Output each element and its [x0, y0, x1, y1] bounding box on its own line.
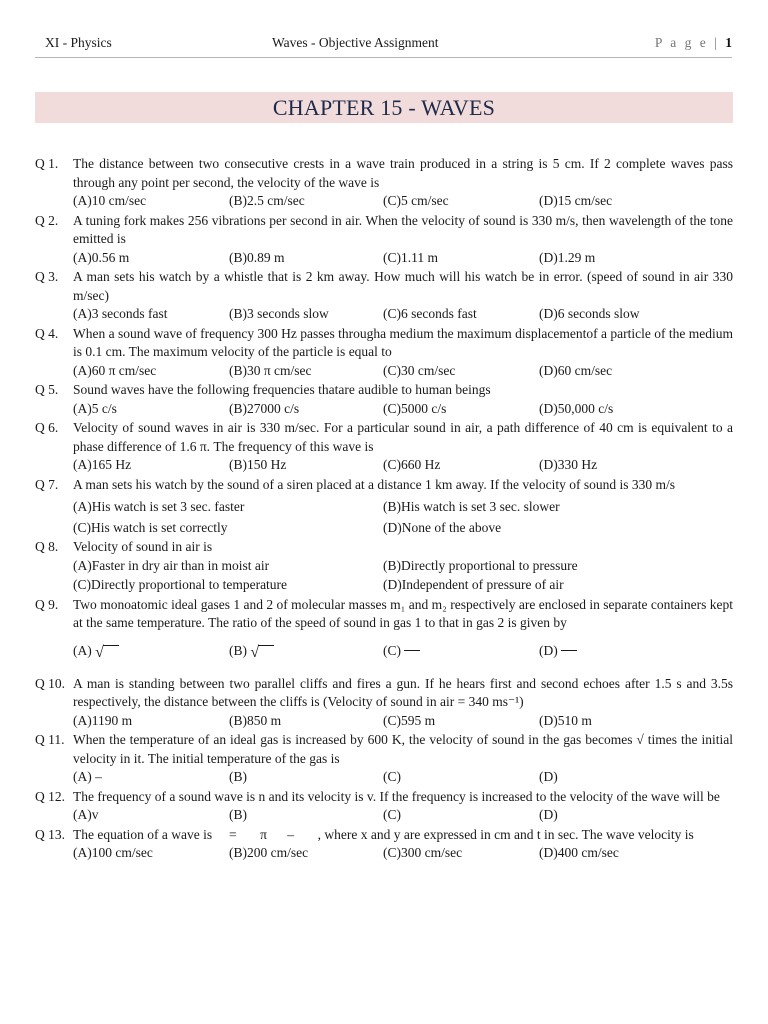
question-4 [35, 325, 733, 381]
option-a: (A)10 cm/sec [73, 193, 147, 208]
option-b: (B) √ [229, 639, 274, 665]
question-number: Q 13. [35, 826, 65, 842]
question-number: Q 8. [35, 539, 59, 554]
option-a: (A)1190 m [73, 712, 133, 728]
question-text: When the temperature of an ideal gas is increased by 600 K, the velocity of sound in the gas becomes √ times the initial velocity in it. The initial temperature of the gas is [73, 732, 733, 766]
question-7 [35, 476, 733, 538]
question-number: Q 2. [35, 212, 59, 228]
question-10 [35, 675, 733, 731]
option-a: (A) √ [73, 639, 119, 665]
option-d: (D)None of the above [383, 519, 502, 535]
chapter-title: CHAPTER 15 - WAVES [35, 92, 733, 123]
option-d: (D)330 Hz [539, 457, 598, 472]
option-c: (C)Directly proportional to temperature [73, 577, 288, 592]
question-number: Q 3. [35, 269, 59, 284]
question-1 [35, 155, 733, 211]
option-c: (C) [383, 807, 401, 822]
option-a: (A)Faster in dry air than in moist air [73, 557, 270, 573]
question-8 [35, 538, 733, 595]
question-text: Sound waves have the following frequencies thatare audible to human beings [73, 382, 491, 397]
option-a: (A)3 seconds fast [73, 306, 168, 321]
question-12 [35, 788, 733, 825]
option-b: (B)30 π cm/sec [229, 362, 312, 378]
fraction-bar [404, 650, 420, 651]
option-c: (C)1.11 m [383, 249, 438, 265]
option-a: (A)60 π cm/sec [73, 362, 157, 378]
option-d: (D) [539, 639, 577, 663]
option-a: (A) – [73, 769, 102, 784]
option-c: (C)660 Hz [383, 457, 441, 472]
option-c: (C)300 cm/sec [383, 845, 463, 860]
option-row [73, 844, 733, 863]
option-b: (B)0.89 m [229, 249, 285, 265]
question-text: The distance between two consecutive crests in a wave train produced in a string is 5 cm. If 2 complete waves pass through any point per second, the velocity of the wave is [73, 156, 733, 190]
question-list [35, 155, 733, 864]
question-number: Q 6. [35, 420, 59, 435]
sqrt-symbol: √ [95, 643, 104, 661]
question-text: A man sets his watch by the sound of a siren placed at a distance 1 km away. If the velocity of sound is 330 m/s [73, 476, 675, 492]
option-row [73, 249, 733, 268]
option-row [73, 806, 733, 825]
option-a: (A)165 Hz [73, 457, 132, 472]
option-c: (C) [383, 769, 401, 784]
question-9 [35, 596, 733, 663]
option-b: (B)27000 c/s [229, 400, 300, 416]
option-d: (D)510 m [539, 712, 592, 728]
option-d: (D)60 cm/sec [539, 362, 613, 378]
question-text: The frequency of a sound wave is n and its velocity is v. If the frequency is increased to the velocity of the wave will be [73, 788, 720, 804]
option-b: (B)Directly proportional to pressure [383, 557, 578, 573]
option-row [73, 639, 733, 663]
option-row [73, 192, 733, 211]
option-row [73, 576, 733, 595]
question-text: The equation of a wave is = π – , where x and y are expressed in cm and t in sec. The wave velocity is [73, 826, 694, 842]
option-b: (B)150 Hz [229, 457, 287, 472]
question-text: A tuning fork makes 256 vibrations per second in air. When the velocity of sound is 330 m/s, then wavelength of the tone emitted is [73, 212, 733, 246]
question-text: When a sound wave of frequency 300 Hz passes througha medium the maximum displacementof a particle of the medium is 0.1 cm. The maximum velocity of the particle is equal to [73, 325, 733, 359]
option-d: (D)Independent of pressure of air [383, 577, 564, 592]
question-number: Q 10. [35, 675, 65, 691]
question-6 [35, 419, 733, 475]
option-c: (C)5 cm/sec [383, 193, 449, 208]
question-number: Q 11. [35, 732, 65, 747]
sqrt-symbol: √ [250, 643, 260, 661]
option-row [73, 712, 733, 731]
option-b: (B)2.5 cm/sec [229, 193, 305, 208]
option-c: (C)6 seconds fast [383, 306, 477, 321]
question-text: Velocity of sound in air is [73, 539, 213, 554]
question-11 [35, 731, 733, 787]
question-text: Two monoatomic ideal gases 1 and 2 of molecular masses m₁ and m₂ respectively are enclosed in separate containers kept at the same temperature. The ratio of the speed of sound in gas 1 to that in gas 2 is given by [73, 596, 733, 630]
fraction-bar [561, 650, 577, 651]
option-c: (C)5000 c/s [383, 400, 447, 416]
question-3 [35, 268, 733, 324]
question-number: Q 7. [35, 476, 59, 492]
option-b: (B)His watch is set 3 sec. slower [383, 499, 560, 514]
header-assignment-title: Waves - Objective Assignment [272, 35, 439, 50]
option-d: (D)6 seconds slow [539, 306, 640, 321]
question-number: Q 5. [35, 382, 59, 397]
question-number: Q 9. [35, 596, 59, 612]
option-d: (D)400 cm/sec [539, 845, 619, 860]
option-row [73, 305, 733, 324]
option-row [73, 400, 733, 419]
option-d: (D)1.29 m [539, 249, 596, 265]
question-5 [35, 381, 733, 418]
question-2 [35, 212, 733, 268]
header-divider [35, 57, 732, 58]
option-b: (B)850 m [229, 712, 282, 728]
question-text: A man is standing between two parallel cliffs and fires a gun. If he hears first and second echoes after 1.5 s and 3.5s respectively, the distance between the cliffs is (Velocity of sound in air = 340 ms⁻¹) [73, 675, 733, 709]
option-c: (C)30 cm/sec [383, 362, 456, 378]
option-row [73, 362, 733, 381]
option-d: (D)50,000 c/s [539, 400, 614, 416]
option-b: (B) [229, 807, 247, 822]
option-row [73, 519, 733, 538]
option-d: (D) [539, 769, 558, 784]
option-a: (A)v [73, 807, 99, 822]
question-number: Q 1. [35, 156, 59, 171]
question-number: Q 12. [35, 788, 65, 804]
option-d: (D)15 cm/sec [539, 193, 613, 208]
option-b: (B) [229, 769, 247, 784]
option-row [73, 456, 733, 475]
option-b: (B)200 cm/sec [229, 845, 309, 860]
option-c: (C)595 m [383, 712, 436, 728]
option-row [73, 557, 733, 576]
question-number: Q 4. [35, 325, 59, 341]
question-13 [35, 826, 733, 863]
header-subject: XI - Physics [45, 35, 112, 50]
option-row [73, 498, 733, 517]
option-b: (B)3 seconds slow [229, 306, 329, 321]
option-a: (A)100 cm/sec [73, 845, 153, 860]
header-page-number: 1 [725, 35, 732, 50]
option-a: (A)5 c/s [73, 400, 117, 416]
page-header [45, 35, 732, 55]
option-c: (C)His watch is set correctly [73, 519, 228, 535]
question-text: A man sets his watch by a whistle that is 2 km away. How much will his watch be in error. (speed of sound in air 330 m/sec) [73, 269, 733, 303]
option-d: (D) [539, 807, 558, 822]
option-a: (A)His watch is set 3 sec. faster [73, 499, 245, 514]
option-row [73, 768, 733, 787]
option-a: (A)0.56 m [73, 249, 130, 265]
option-c: (C) [383, 639, 420, 663]
header-page-label: P a g e | [654, 35, 720, 50]
header-page-indicator [655, 35, 732, 51]
question-text: Velocity of sound waves in air is 330 m/sec. For a particular sound in air, a path difference of 40 cm is equivalent to a phase difference of 1.6 π. The frequency of this wave is [73, 420, 733, 454]
